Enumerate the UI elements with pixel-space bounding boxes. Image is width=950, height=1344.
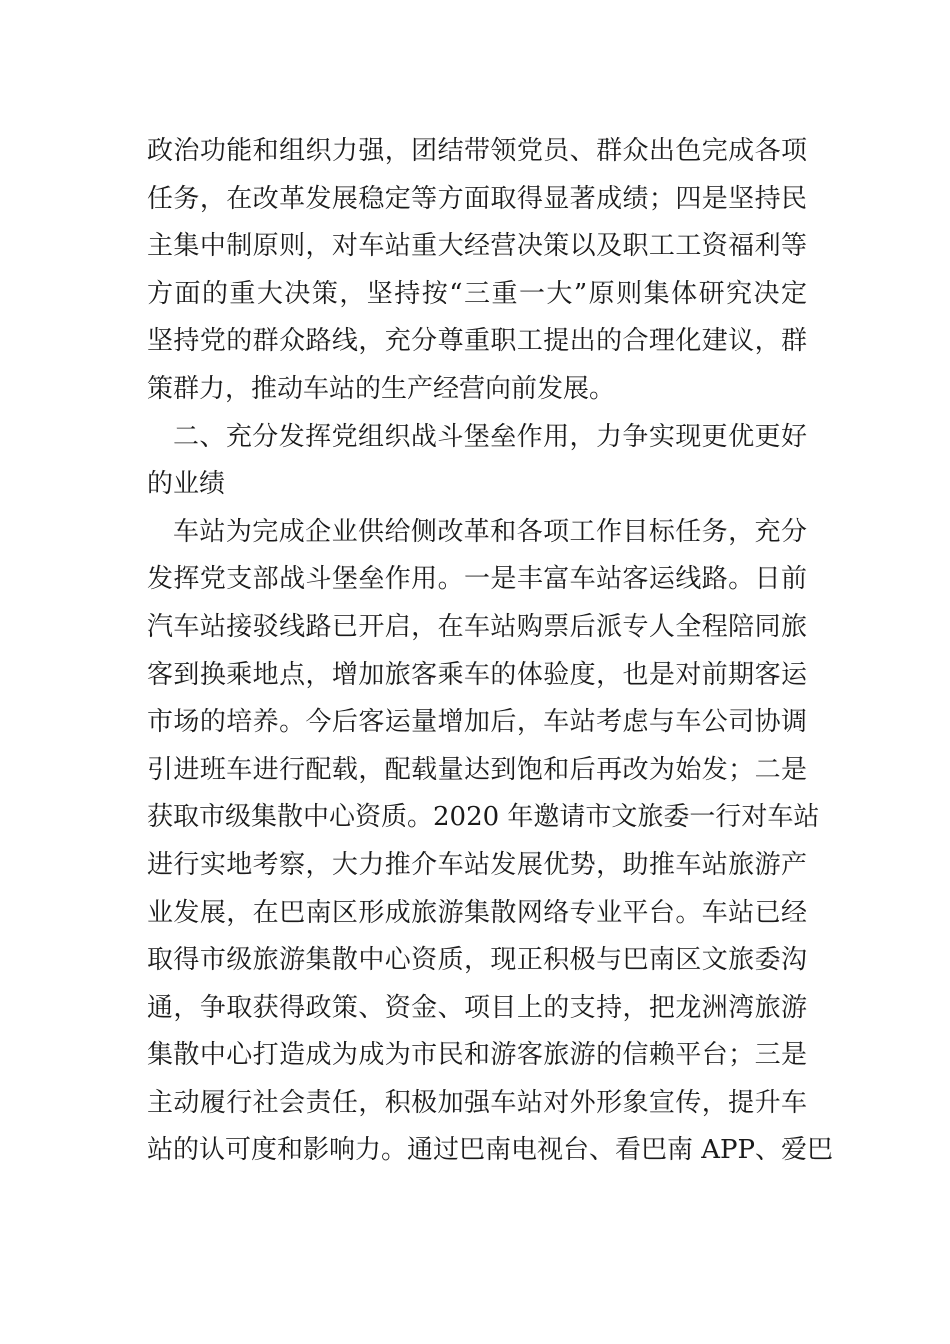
text-line: 取得市级旅游集散中心资质，现正积极与巴南区文旅委沟: [147, 945, 807, 976]
text-line: 主动履行社会责任，积极加强车站对外形象宣传，提升车: [147, 1087, 807, 1118]
text-line: 市场的培养。今后客运量增加后，车站考虑与车公司协调: [147, 707, 807, 738]
text-line: 发挥党支部战斗堡垒作用。一是丰富车站客运线路。日前: [147, 564, 807, 595]
text-line: 集散中心打造成为成为市民和游客旅游的信赖平台；三是: [147, 1040, 807, 1071]
section-heading-line: 的业绩: [147, 469, 226, 500]
text-line: 策群力，推动车站的生产经营向前发展。: [147, 373, 616, 404]
text-line: 方面的重大决策，坚持按“三重一大”原则集体研究决定: [147, 278, 807, 309]
text-line: 获取市级集散中心资质。2020 年邀请市文旅委一行对车站: [147, 802, 820, 833]
body-text: [147, 128, 834, 1175]
text-line: 引进班车进行配载，配载量达到饱和后再改为始发；二是: [147, 754, 807, 785]
text-line: 主集中制原则，对车站重大经营决策以及职工工资福利等: [147, 231, 807, 262]
text-line: 车站为完成企业供给侧改革和各项工作目标任务，充分: [173, 516, 807, 547]
text-line: 站的认可度和影响力。通过巴南电视台、看巴南 APP、爱巴: [147, 1135, 834, 1166]
text-line: 进行实地考察，大力推介车站发展优势，助推车站旅游产: [147, 849, 807, 880]
text-line: 业发展，在巴南区形成旅游集散网络专业平台。车站已经: [147, 897, 807, 928]
text-line: 坚持党的群众路线，充分尊重职工提出的合理化建议，群: [147, 326, 807, 357]
text-line: 政治功能和组织力强，团结带领党员、群众出色完成各项: [147, 136, 807, 166]
text-line: 任务，在改革发展稳定等方面取得显著成绩；四是坚持民: [147, 183, 807, 214]
text-line: 客到换乘地点，增加旅客乘车的体验度，也是对前期客运: [147, 659, 807, 690]
text-line: 通，争取获得政策、资金、项目上的支持，把龙洲湾旅游: [147, 992, 807, 1023]
text-line: 汽车站接驳线路已开启，在车站购票后派专人全程陪同旅: [147, 611, 807, 642]
section-heading-line: 二、充分发挥党组织战斗堡垒作用，力争实现更优更好: [173, 421, 807, 452]
